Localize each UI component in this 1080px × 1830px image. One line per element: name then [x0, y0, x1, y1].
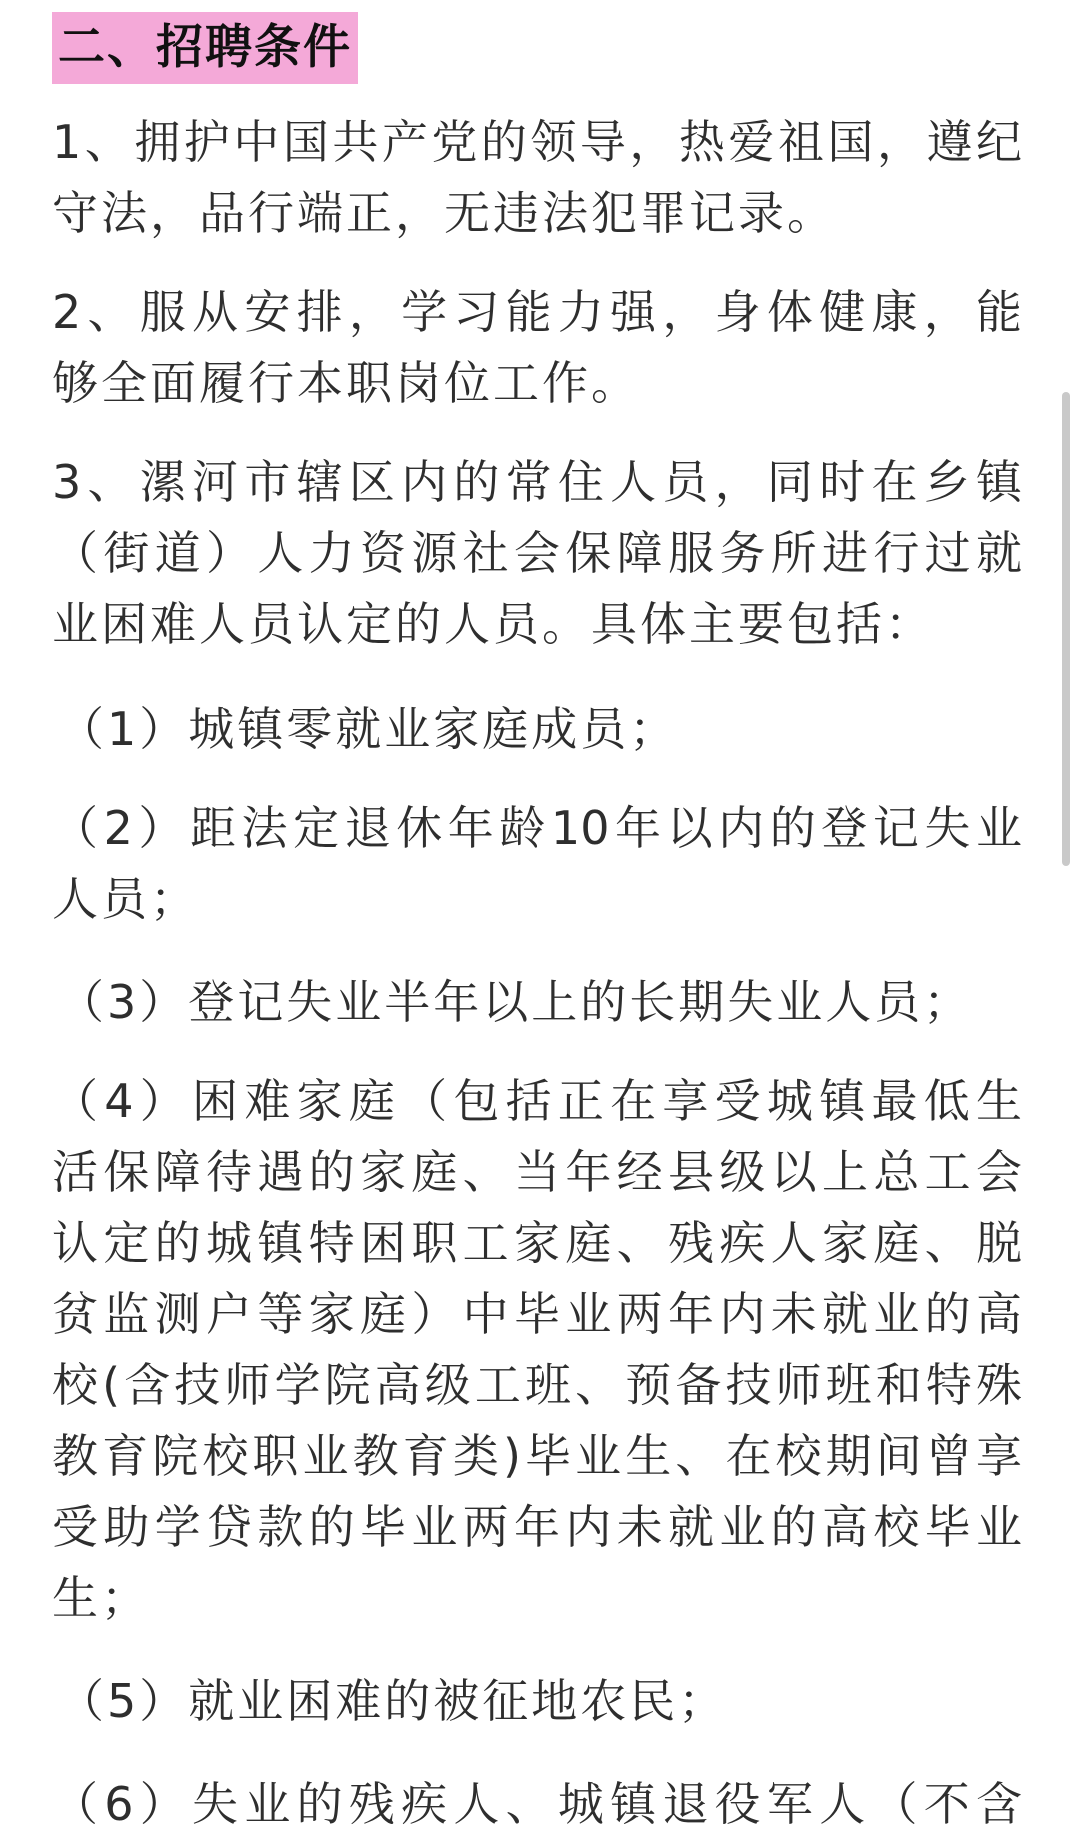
- list-item-4-line-3: 认定的城镇特困职工家庭、残疾人家庭、脱: [52, 1216, 1022, 1270]
- list-item-2-line-1: （2）距法定退休年龄10年以内的登记失业: [52, 801, 1022, 855]
- paragraph-2-line-2: 够全面履行本职岗位工作。: [52, 356, 640, 410]
- paragraph-3-line-2: （街道）人力资源社会保障服务所进行过就: [52, 526, 1022, 580]
- list-item-1-line-1: （1）城镇零就业家庭成员；: [58, 702, 679, 756]
- list-item-6-line-1: （6）失业的残疾人、城镇退役军人（不含: [52, 1777, 1022, 1830]
- paragraph-1-line-1: 1、拥护中国共产党的领导，热爱祖国，遵纪: [52, 115, 1022, 169]
- list-item-4-line-7: 受助学贷款的毕业两年内未就业的高校毕业: [52, 1500, 1022, 1554]
- list-item-4-line-6: 教育院校职业教育类)毕业生、在校期间曾享: [52, 1429, 1022, 1483]
- list-item-5-line-1: （5）就业困难的被征地农民；: [58, 1674, 728, 1728]
- paragraph-3-line-3: 业困难人员认定的人员。具体主要包括：: [52, 597, 934, 651]
- paragraph-3-line-1: 3、漯河市辖区内的常住人员，同时在乡镇: [52, 455, 1022, 509]
- vertical-scrollbar[interactable]: [1062, 392, 1070, 866]
- list-item-2-line-2: 人员；: [52, 872, 199, 926]
- paragraph-1-line-2: 守法，品行端正，无违法犯罪记录。: [52, 186, 836, 240]
- list-item-4-line-5: 校(含技师学院高级工班、预备技师班和特殊: [52, 1358, 1022, 1412]
- section-heading: 二、招聘条件: [52, 12, 358, 84]
- paragraph-2-line-1: 2、服从安排，学习能力强，身体健康，能: [52, 285, 1022, 339]
- list-item-4-line-8: 生；: [52, 1571, 150, 1625]
- list-item-4-line-4: 贫监测户等家庭）中毕业两年内未就业的高: [52, 1287, 1022, 1341]
- list-item-3-line-1: （3）登记失业半年以上的长期失业人员；: [58, 975, 973, 1029]
- list-item-4-line-2: 活保障待遇的家庭、当年经县级以上总工会: [52, 1145, 1022, 1199]
- list-item-4-line-1: （4）困难家庭（包括正在享受城镇最低生: [52, 1074, 1022, 1128]
